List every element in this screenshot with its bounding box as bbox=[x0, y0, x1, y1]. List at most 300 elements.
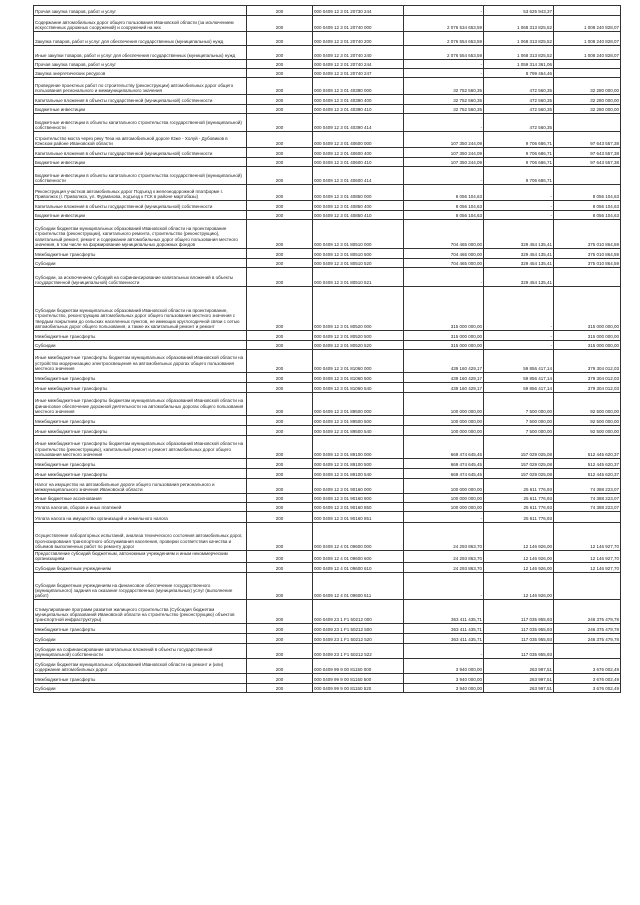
table-row bbox=[34, 674, 621, 684]
row-unexecuted: 12 146 927,70 bbox=[554, 563, 621, 573]
row-approved: 704 465 000,00 bbox=[404, 259, 484, 268]
row-approved: 8 056 104,63 bbox=[404, 211, 484, 220]
row-grbs: 200 bbox=[247, 600, 313, 624]
row-unexecuted: 375 010 864,59 bbox=[554, 259, 621, 268]
row-code: 000 0409 12 3 01 80520 520 bbox=[313, 341, 404, 350]
row-approved: 439 160 429,17 bbox=[404, 350, 484, 373]
table-row bbox=[34, 259, 621, 268]
row-unexecuted: 315 000 000,00 bbox=[554, 331, 621, 341]
row-unexecuted: 246 375 479,78 bbox=[554, 624, 621, 634]
row-executed: 59 856 417,14 bbox=[484, 373, 554, 383]
row-executed: 1 068 313 825,52 bbox=[484, 46, 554, 60]
row-unexecuted bbox=[554, 644, 621, 659]
row-name: Бюджетные инвестиции bbox=[34, 105, 247, 114]
row-approved: 315 000 000,00 bbox=[404, 287, 484, 331]
row-grbs: 200 bbox=[247, 393, 313, 416]
row-name: Субсидии, за исключением субсидий на софинансирование капитальных вложений в объекты государственной (муниципальной) собственности bbox=[34, 268, 247, 287]
budget-report-page bbox=[33, 5, 620, 693]
row-unexecuted: 8 056 104,63 bbox=[554, 211, 621, 220]
row-executed: 263 997,51 bbox=[484, 659, 554, 674]
row-unexecuted: 97 643 557,38 bbox=[554, 148, 621, 158]
row-name: Закупка товаров, работ и услуг для обеспечения государственных (муниципальных) нужд bbox=[34, 32, 247, 46]
table-row bbox=[34, 563, 621, 573]
row-grbs: 200 bbox=[247, 341, 313, 350]
row-approved: - bbox=[404, 114, 484, 132]
row-grbs: 200 bbox=[247, 105, 313, 114]
table-row bbox=[34, 268, 621, 287]
row-executed: 25 611 776,93 bbox=[484, 479, 554, 494]
row-approved: 100 000 000,00 bbox=[404, 416, 484, 426]
row-grbs: 200 bbox=[247, 551, 313, 563]
row-approved: 315 000 000,00 bbox=[404, 341, 484, 350]
row-executed: 329 454 135,41 bbox=[484, 259, 554, 268]
row-executed: 263 997,51 bbox=[484, 684, 554, 693]
row-approved: - bbox=[404, 60, 484, 69]
table-row bbox=[34, 69, 621, 78]
table-row bbox=[34, 132, 621, 148]
row-approved: 363 411 435,71 bbox=[404, 624, 484, 634]
row-name: Капитальные вложения в объекты государственной (муниципальной) собственности bbox=[34, 95, 247, 105]
table-row bbox=[34, 158, 621, 167]
row-code: 000 0409 12 3 01 20730 244 bbox=[313, 6, 404, 16]
table-row bbox=[34, 523, 621, 551]
row-approved: 363 411 435,71 bbox=[404, 600, 484, 624]
row-code: 000 0409 12 3 01 80510 521 bbox=[313, 268, 404, 287]
row-approved: 439 160 429,17 bbox=[404, 373, 484, 383]
row-grbs: 200 bbox=[247, 331, 313, 341]
row-executed: 12 146 926,00 bbox=[484, 523, 554, 551]
row-name: Реконструкция участков автомобильных дорог Подъезд к железнодорожной платформе г. Приволжск (г. Приволжск, ул. Фурманова, подъезд к ГСК в районе мартобазы) bbox=[34, 185, 247, 201]
row-unexecuted: 246 375 479,78 bbox=[554, 600, 621, 624]
row-unexecuted: 1 008 240 828,07 bbox=[554, 46, 621, 60]
row-unexecuted: 379 304 012,03 bbox=[554, 383, 621, 393]
row-grbs: 200 bbox=[247, 167, 313, 185]
table-row bbox=[34, 211, 621, 220]
row-unexecuted: 375 010 864,59 bbox=[554, 220, 621, 249]
row-approved: - bbox=[404, 69, 484, 78]
row-executed: 329 454 135,41 bbox=[484, 249, 554, 259]
row-executed: 9 706 686,71 bbox=[484, 167, 554, 185]
table-row bbox=[34, 220, 621, 249]
row-name: Капитальные вложения в объекты государственной (муниципальной) собственности bbox=[34, 148, 247, 158]
row-approved: 3 940 000,00 bbox=[404, 684, 484, 693]
row-name: Межбюджетные трансферты bbox=[34, 624, 247, 634]
table-row bbox=[34, 6, 621, 16]
row-code: 000 0409 23 1 F1 50212 000 bbox=[313, 600, 404, 624]
row-unexecuted: 246 375 479,78 bbox=[554, 634, 621, 644]
row-executed: 59 856 417,14 bbox=[484, 383, 554, 393]
row-name: Иные закупки товаров, работ и услуг для обеспечения государственных (муниципальных) нужд bbox=[34, 46, 247, 60]
row-grbs: 200 bbox=[247, 32, 313, 46]
row-name: Уплата налогов, сборов и иных платежей bbox=[34, 503, 247, 512]
row-name: Строительство моста через реку Теза на автомобильной дороге Юже - Холуй - Дубовиков в Южском районе Ивановской области bbox=[34, 132, 247, 148]
row-code: 000 0409 23 1 F1 50212 520 bbox=[313, 634, 404, 644]
table-row bbox=[34, 287, 621, 331]
row-unexecuted bbox=[554, 268, 621, 287]
row-code: 000 0409 12 3 01 80510 000 bbox=[313, 220, 404, 249]
row-executed: 25 611 776,93 bbox=[484, 503, 554, 512]
row-approved: 3 940 000,00 bbox=[404, 659, 484, 674]
row-code: 000 0409 12 3 01 40390 000 bbox=[313, 78, 404, 95]
row-unexecuted: 92 500 000,00 bbox=[554, 416, 621, 426]
row-code: 000 0409 12 3 01 20740 247 bbox=[313, 69, 404, 78]
row-approved: 107 350 244,09 bbox=[404, 148, 484, 158]
row-code: 000 0409 99 9 00 81150 000 bbox=[313, 659, 404, 674]
row-approved: 315 000 000,00 bbox=[404, 331, 484, 341]
table-row bbox=[34, 373, 621, 383]
row-grbs: 200 bbox=[247, 132, 313, 148]
row-executed: - bbox=[484, 287, 554, 331]
row-approved: 8 056 104,63 bbox=[404, 201, 484, 211]
row-code: 000 0409 12 3 01 80510 520 bbox=[313, 259, 404, 268]
row-executed: - bbox=[484, 185, 554, 201]
row-code: 000 0409 12 4 01 09600 611 bbox=[313, 573, 404, 600]
row-grbs: 200 bbox=[247, 259, 313, 268]
row-code: 000 0409 12 3 01 81060 500 bbox=[313, 373, 404, 383]
row-executed: 263 997,51 bbox=[484, 674, 554, 684]
row-name: Иные межбюджетные трансферты бюджетам муниципальных образований Ивановской области на строительство (реконструкцию), капитальный ремонт и ремонт автомобильных дорог общего пользования местного значения bbox=[34, 436, 247, 459]
row-name: Субсидии bbox=[34, 634, 247, 644]
row-name: Межбюджетные трансферты bbox=[34, 331, 247, 341]
row-approved: 2 076 534 653,59 bbox=[404, 16, 484, 32]
row-unexecuted bbox=[554, 167, 621, 185]
row-name: Субсидии бюджетным учреждениям bbox=[34, 563, 247, 573]
row-approved: 669 474 645,45 bbox=[404, 459, 484, 469]
row-code: 000 0409 99 9 00 81150 520 bbox=[313, 684, 404, 693]
row-grbs: 200 bbox=[247, 503, 313, 512]
row-grbs: 200 bbox=[247, 469, 313, 479]
row-executed: 117 035 955,93 bbox=[484, 600, 554, 624]
row-unexecuted bbox=[554, 60, 621, 69]
row-code: 000 0409 12 3 01 80520 500 bbox=[313, 331, 404, 341]
row-executed: 12 146 926,00 bbox=[484, 563, 554, 573]
row-grbs: 200 bbox=[247, 459, 313, 469]
row-code: 000 0409 12 3 01 40850 000 bbox=[313, 185, 404, 201]
row-executed: 472 560,35 bbox=[484, 95, 554, 105]
row-executed: 157 029 025,08 bbox=[484, 436, 554, 459]
row-executed: - bbox=[484, 211, 554, 220]
row-code: 000 0409 12 3 01 81060 540 bbox=[313, 383, 404, 393]
table-row bbox=[34, 659, 621, 674]
row-name: Субсидии на софинансирование капитальных вложений в объекты государственной (муниципальной) собственности bbox=[34, 644, 247, 659]
row-approved: 32 752 560,35 bbox=[404, 95, 484, 105]
row-approved: - bbox=[404, 512, 484, 523]
row-executed: 1 068 313 825,52 bbox=[484, 32, 554, 46]
row-grbs: 200 bbox=[247, 60, 313, 69]
row-name: Прочая закупка товаров, работ и услуг bbox=[34, 6, 247, 16]
row-approved: 32 752 560,35 bbox=[404, 78, 484, 95]
row-unexecuted: 97 643 557,38 bbox=[554, 132, 621, 148]
row-approved: 704 465 000,00 bbox=[404, 249, 484, 259]
row-name: Субсидии бюджетам муниципальных образований Ивановской области на ремонт и (или) содержание автомобильных дорог bbox=[34, 659, 247, 674]
row-executed: - bbox=[484, 201, 554, 211]
row-name: Иные бюджетные ассигнования bbox=[34, 494, 247, 503]
row-executed: 59 856 417,14 bbox=[484, 350, 554, 373]
row-unexecuted: 74 388 223,07 bbox=[554, 479, 621, 494]
table-row bbox=[34, 148, 621, 158]
row-executed: 25 611 776,93 bbox=[484, 494, 554, 503]
row-grbs: 200 bbox=[247, 185, 313, 201]
row-code: 000 0409 12 3 01 89100 540 bbox=[313, 469, 404, 479]
row-executed: - bbox=[484, 331, 554, 341]
row-approved: 100 000 000,00 bbox=[404, 503, 484, 512]
row-approved: 2 076 554 653,59 bbox=[404, 46, 484, 60]
row-executed: 329 454 135,41 bbox=[484, 268, 554, 287]
row-approved: 100 000 000,00 bbox=[404, 494, 484, 503]
row-grbs: 200 bbox=[247, 287, 313, 331]
row-name: Иные межбюджетные трансферты bbox=[34, 469, 247, 479]
table-row bbox=[34, 634, 621, 644]
row-approved: 24 293 863,70 bbox=[404, 563, 484, 573]
table-row bbox=[34, 249, 621, 259]
table-row bbox=[34, 684, 621, 693]
table-row bbox=[34, 393, 621, 416]
row-code: 000 0409 12 3 01 40390 400 bbox=[313, 95, 404, 105]
row-code: 000 0409 12 3 01 40600 410 bbox=[313, 158, 404, 167]
row-approved: 100 000 000,00 bbox=[404, 479, 484, 494]
row-code: 000 0409 12 3 01 40390 414 bbox=[313, 114, 404, 132]
row-unexecuted: 315 000 000,00 bbox=[554, 341, 621, 350]
row-unexecuted: 512 445 620,37 bbox=[554, 469, 621, 479]
row-grbs: 200 bbox=[247, 634, 313, 644]
row-grbs: 200 bbox=[247, 426, 313, 436]
row-approved: 439 160 429,17 bbox=[404, 383, 484, 393]
row-name: Бюджетные инвестиции в объекты капитального строительства государственной (муниципальной) собственности bbox=[34, 167, 247, 185]
row-unexecuted: 8 056 104,63 bbox=[554, 185, 621, 201]
row-unexecuted: 32 280 000,00 bbox=[554, 95, 621, 105]
row-approved: - bbox=[404, 573, 484, 600]
row-approved: 669 474 645,45 bbox=[404, 436, 484, 459]
row-name: Бюджетные инвестиции bbox=[34, 158, 247, 167]
budget-execution-table bbox=[33, 5, 621, 693]
row-code: 000 0409 12 3 01 40600 414 bbox=[313, 167, 404, 185]
row-name: Иные межбюджетные трансферты bbox=[34, 383, 247, 393]
row-grbs: 200 bbox=[247, 436, 313, 459]
row-grbs: 200 bbox=[247, 249, 313, 259]
row-unexecuted: 97 643 557,38 bbox=[554, 158, 621, 167]
row-unexecuted: 512 445 620,37 bbox=[554, 459, 621, 469]
row-name: Уплата налога на имущество организаций и земельного налога bbox=[34, 512, 247, 523]
row-unexecuted: 3 676 002,49 bbox=[554, 659, 621, 674]
row-approved: 3 940 000,00 bbox=[404, 674, 484, 684]
row-executed: 472 560,35 bbox=[484, 78, 554, 95]
table-row bbox=[34, 551, 621, 563]
row-unexecuted: 315 000 000,00 bbox=[554, 287, 621, 331]
row-name: Бюджетные инвестиции bbox=[34, 211, 247, 220]
row-executed: 157 029 025,08 bbox=[484, 459, 554, 469]
row-executed: 1 059 314 361,06 bbox=[484, 60, 554, 69]
row-name: Иные межбюджетные трансферты бюджетам муниципальных образований Ивановской области на устройство модернизацию электроосвещения на автомобильных дорогах общего пользования местного значения bbox=[34, 350, 247, 373]
row-code: 000 0409 12 3 01 89500 000 bbox=[313, 393, 404, 416]
row-approved: 363 411 435,71 bbox=[404, 634, 484, 644]
row-name: Субсидии bbox=[34, 684, 247, 693]
row-grbs: 200 bbox=[247, 659, 313, 674]
row-grbs: 200 bbox=[247, 95, 313, 105]
row-name: Межбюджетные трансферты bbox=[34, 249, 247, 259]
table-row bbox=[34, 60, 621, 69]
row-code: 000 0409 12 3 01 40600 000 bbox=[313, 132, 404, 148]
row-code: 000 0409 12 3 01 80520 000 bbox=[313, 287, 404, 331]
row-code: 000 0409 23 1 F1 50212 500 bbox=[313, 624, 404, 634]
row-grbs: 200 bbox=[247, 268, 313, 287]
row-unexecuted: 379 304 012,03 bbox=[554, 350, 621, 373]
row-grbs: 200 bbox=[247, 6, 313, 16]
row-code: 000 0409 12 3 01 90160 000 bbox=[313, 479, 404, 494]
row-unexecuted: 12 146 927,70 bbox=[554, 523, 621, 551]
row-executed: 12 146 926,00 bbox=[484, 573, 554, 600]
row-code: 000 0409 12 3 01 40850 400 bbox=[313, 201, 404, 211]
row-unexecuted: 32 280 000,00 bbox=[554, 105, 621, 114]
row-executed: 9 706 686,71 bbox=[484, 148, 554, 158]
row-grbs: 200 bbox=[247, 684, 313, 693]
row-approved: 669 474 645,45 bbox=[404, 469, 484, 479]
table-row bbox=[34, 350, 621, 373]
row-code: 000 0409 12 3 01 40850 410 bbox=[313, 211, 404, 220]
row-name: Межбюджетные трансферты bbox=[34, 373, 247, 383]
row-code: 000 0409 12 3 01 20740 200 bbox=[313, 32, 404, 46]
row-grbs: 200 bbox=[247, 644, 313, 659]
row-executed: 472 560,35 bbox=[484, 105, 554, 114]
row-grbs: 200 bbox=[247, 350, 313, 373]
table-row bbox=[34, 114, 621, 132]
row-code: 000 0409 12 3 01 90160 851 bbox=[313, 512, 404, 523]
row-name: Бюджетные инвестиции в объекты капитального строительства государственной (муниципальной) собственности bbox=[34, 114, 247, 132]
row-code: 000 0409 99 9 00 81150 500 bbox=[313, 674, 404, 684]
row-code: 000 0409 12 3 01 20740 244 bbox=[313, 60, 404, 69]
row-code: 000 0409 12 3 01 89100 500 bbox=[313, 459, 404, 469]
table-row bbox=[34, 105, 621, 114]
row-unexecuted: 1 008 240 828,07 bbox=[554, 16, 621, 32]
row-unexecuted: 379 304 012,03 bbox=[554, 373, 621, 383]
row-unexecuted: 92 500 000,00 bbox=[554, 393, 621, 416]
row-approved: - bbox=[404, 268, 484, 287]
row-unexecuted bbox=[554, 114, 621, 132]
row-executed: 8 799 464,46 bbox=[484, 69, 554, 78]
row-unexecuted bbox=[554, 69, 621, 78]
table-row bbox=[34, 32, 621, 46]
row-name: Межбюджетные трансферты bbox=[34, 416, 247, 426]
row-executed: 25 611 776,93 bbox=[484, 512, 554, 523]
row-code: 000 0409 12 3 01 40600 400 bbox=[313, 148, 404, 158]
row-approved: 100 000 000,00 bbox=[404, 393, 484, 416]
table-row bbox=[34, 494, 621, 503]
row-grbs: 200 bbox=[247, 114, 313, 132]
row-name: Межбюджетные трансферты bbox=[34, 674, 247, 684]
row-grbs: 200 bbox=[247, 201, 313, 211]
row-unexecuted: 92 500 000,00 bbox=[554, 426, 621, 436]
table-row bbox=[34, 95, 621, 105]
row-approved: 8 056 104,63 bbox=[404, 185, 484, 201]
row-name: Субсидии bbox=[34, 341, 247, 350]
table-row bbox=[34, 185, 621, 201]
table-row bbox=[34, 416, 621, 426]
row-executed: 472 560,35 bbox=[484, 114, 554, 132]
row-code: 000 0409 12 3 01 20740 000 bbox=[313, 16, 404, 32]
table-row bbox=[34, 167, 621, 185]
row-unexecuted: 74 388 223,07 bbox=[554, 503, 621, 512]
row-grbs: 200 bbox=[247, 494, 313, 503]
row-executed: 157 029 025,08 bbox=[484, 469, 554, 479]
table-row bbox=[34, 644, 621, 659]
row-grbs: 200 bbox=[247, 674, 313, 684]
row-name: Иные межбюджетные трансферты bbox=[34, 426, 247, 436]
row-approved: 704 465 000,00 bbox=[404, 220, 484, 249]
row-grbs: 200 bbox=[247, 479, 313, 494]
row-code: 000 0409 12 3 01 89100 000 bbox=[313, 436, 404, 459]
table-row bbox=[34, 201, 621, 211]
row-code: 000 0409 12 3 01 81060 000 bbox=[313, 350, 404, 373]
table-row bbox=[34, 624, 621, 634]
row-unexecuted: 8 056 104,63 bbox=[554, 201, 621, 211]
row-code: 000 0409 12 3 01 90160 850 bbox=[313, 503, 404, 512]
row-grbs: 200 bbox=[247, 624, 313, 634]
row-name: Иные межбюджетные трансферты бюджетам муниципальных образований Ивановской области на финансовое обеспечение дорожной деятельности на автомобильных дорогах общего пользования местного значения bbox=[34, 393, 247, 416]
row-grbs: 200 bbox=[247, 523, 313, 551]
row-unexecuted: 32 280 000,00 bbox=[554, 78, 621, 95]
row-code: 000 0409 12 4 01 09600 610 bbox=[313, 563, 404, 573]
row-name: Субсидии бюджетам муниципальных образований Ивановской области на проектирование, строительство, реконструкцию автомобильных дорог общего пользования местного значения с твердым покрытием до сельских населенных пунктов, не имеющих круглогодичной связи с сетью автомобильных дорог общего пользования, а также их капитальный ремонт и ремонт bbox=[34, 287, 247, 331]
row-code: 000 0409 12 3 01 90160 800 bbox=[313, 494, 404, 503]
row-executed: 53 625 943,37 bbox=[484, 6, 554, 16]
row-executed: 117 035 955,93 bbox=[484, 634, 554, 644]
table-row bbox=[34, 426, 621, 436]
row-code: 000 0409 12 3 01 20740 240 bbox=[313, 46, 404, 60]
table-row bbox=[34, 469, 621, 479]
row-executed: 7 500 000,00 bbox=[484, 416, 554, 426]
table-row bbox=[34, 383, 621, 393]
row-name: Субсидии бюджетам муниципальных образований Ивановской области на проектирование строительства (реконструкции), капитального ремонта, строительство (реконструкцию), капитальный ремонт, ремонт и содержание автомобильных дорог общего пользования местного значения, в том числе на формирование муниципальных дорожных фондов bbox=[34, 220, 247, 249]
row-executed: 7 500 000,00 bbox=[484, 426, 554, 436]
row-grbs: 200 bbox=[247, 416, 313, 426]
table-row bbox=[34, 573, 621, 600]
row-grbs: 200 bbox=[247, 211, 313, 220]
row-name: Стимулирование программ развития жилищного строительства (Субсидия бюджетам муниципальных образований Ивановской области на строительство (реконструкцию) объектов транспортной инфраструктуры) bbox=[34, 600, 247, 624]
row-unexecuted: 3 676 002,49 bbox=[554, 684, 621, 693]
row-approved: - bbox=[404, 644, 484, 659]
row-name: Закупка энергетических ресурсов bbox=[34, 69, 247, 78]
row-code: 000 0409 12 3 01 80510 500 bbox=[313, 249, 404, 259]
row-grbs: 200 bbox=[247, 220, 313, 249]
row-executed: 117 035 955,93 bbox=[484, 624, 554, 634]
table-row bbox=[34, 436, 621, 459]
row-name: Осуществление лабораторных испытаний, анализа технического состояния автомобильных дорог, прогнозирования транспортного обслуживания населения, проверки соответствия качества и объемов выполненных работ по ремонту дорог bbox=[34, 523, 247, 551]
row-approved: 100 000 000,00 bbox=[404, 426, 484, 436]
row-grbs: 200 bbox=[247, 563, 313, 573]
row-name: Содержание автомобильных дорог общего пользования Ивановской области (за исключением искусственных дорожных сооружений) и сооружений на них bbox=[34, 16, 247, 32]
row-unexecuted bbox=[554, 6, 621, 16]
row-name: Субсидии bbox=[34, 259, 247, 268]
table-row bbox=[34, 78, 621, 95]
row-name: Прочая закупка товаров, работ и услуг bbox=[34, 60, 247, 69]
row-executed: 7 500 000,00 bbox=[484, 393, 554, 416]
row-code: 000 0409 23 1 F1 50212 522 bbox=[313, 644, 404, 659]
row-executed: 12 146 926,00 bbox=[484, 551, 554, 563]
row-grbs: 200 bbox=[247, 46, 313, 60]
table-row bbox=[34, 46, 621, 60]
row-unexecuted: 3 676 002,49 bbox=[554, 674, 621, 684]
row-grbs: 200 bbox=[247, 16, 313, 32]
row-grbs: 200 bbox=[247, 78, 313, 95]
row-approved: - bbox=[404, 167, 484, 185]
row-approved: 24 293 863,70 bbox=[404, 523, 484, 551]
row-code: 000 0409 12 3 01 89500 540 bbox=[313, 426, 404, 436]
row-grbs: 200 bbox=[247, 69, 313, 78]
row-grbs: 200 bbox=[247, 158, 313, 167]
row-unexecuted: 512 445 620,37 bbox=[554, 436, 621, 459]
table-row bbox=[34, 512, 621, 523]
row-executed: 117 035 955,93 bbox=[484, 644, 554, 659]
row-unexecuted: 12 146 927,70 bbox=[554, 551, 621, 563]
